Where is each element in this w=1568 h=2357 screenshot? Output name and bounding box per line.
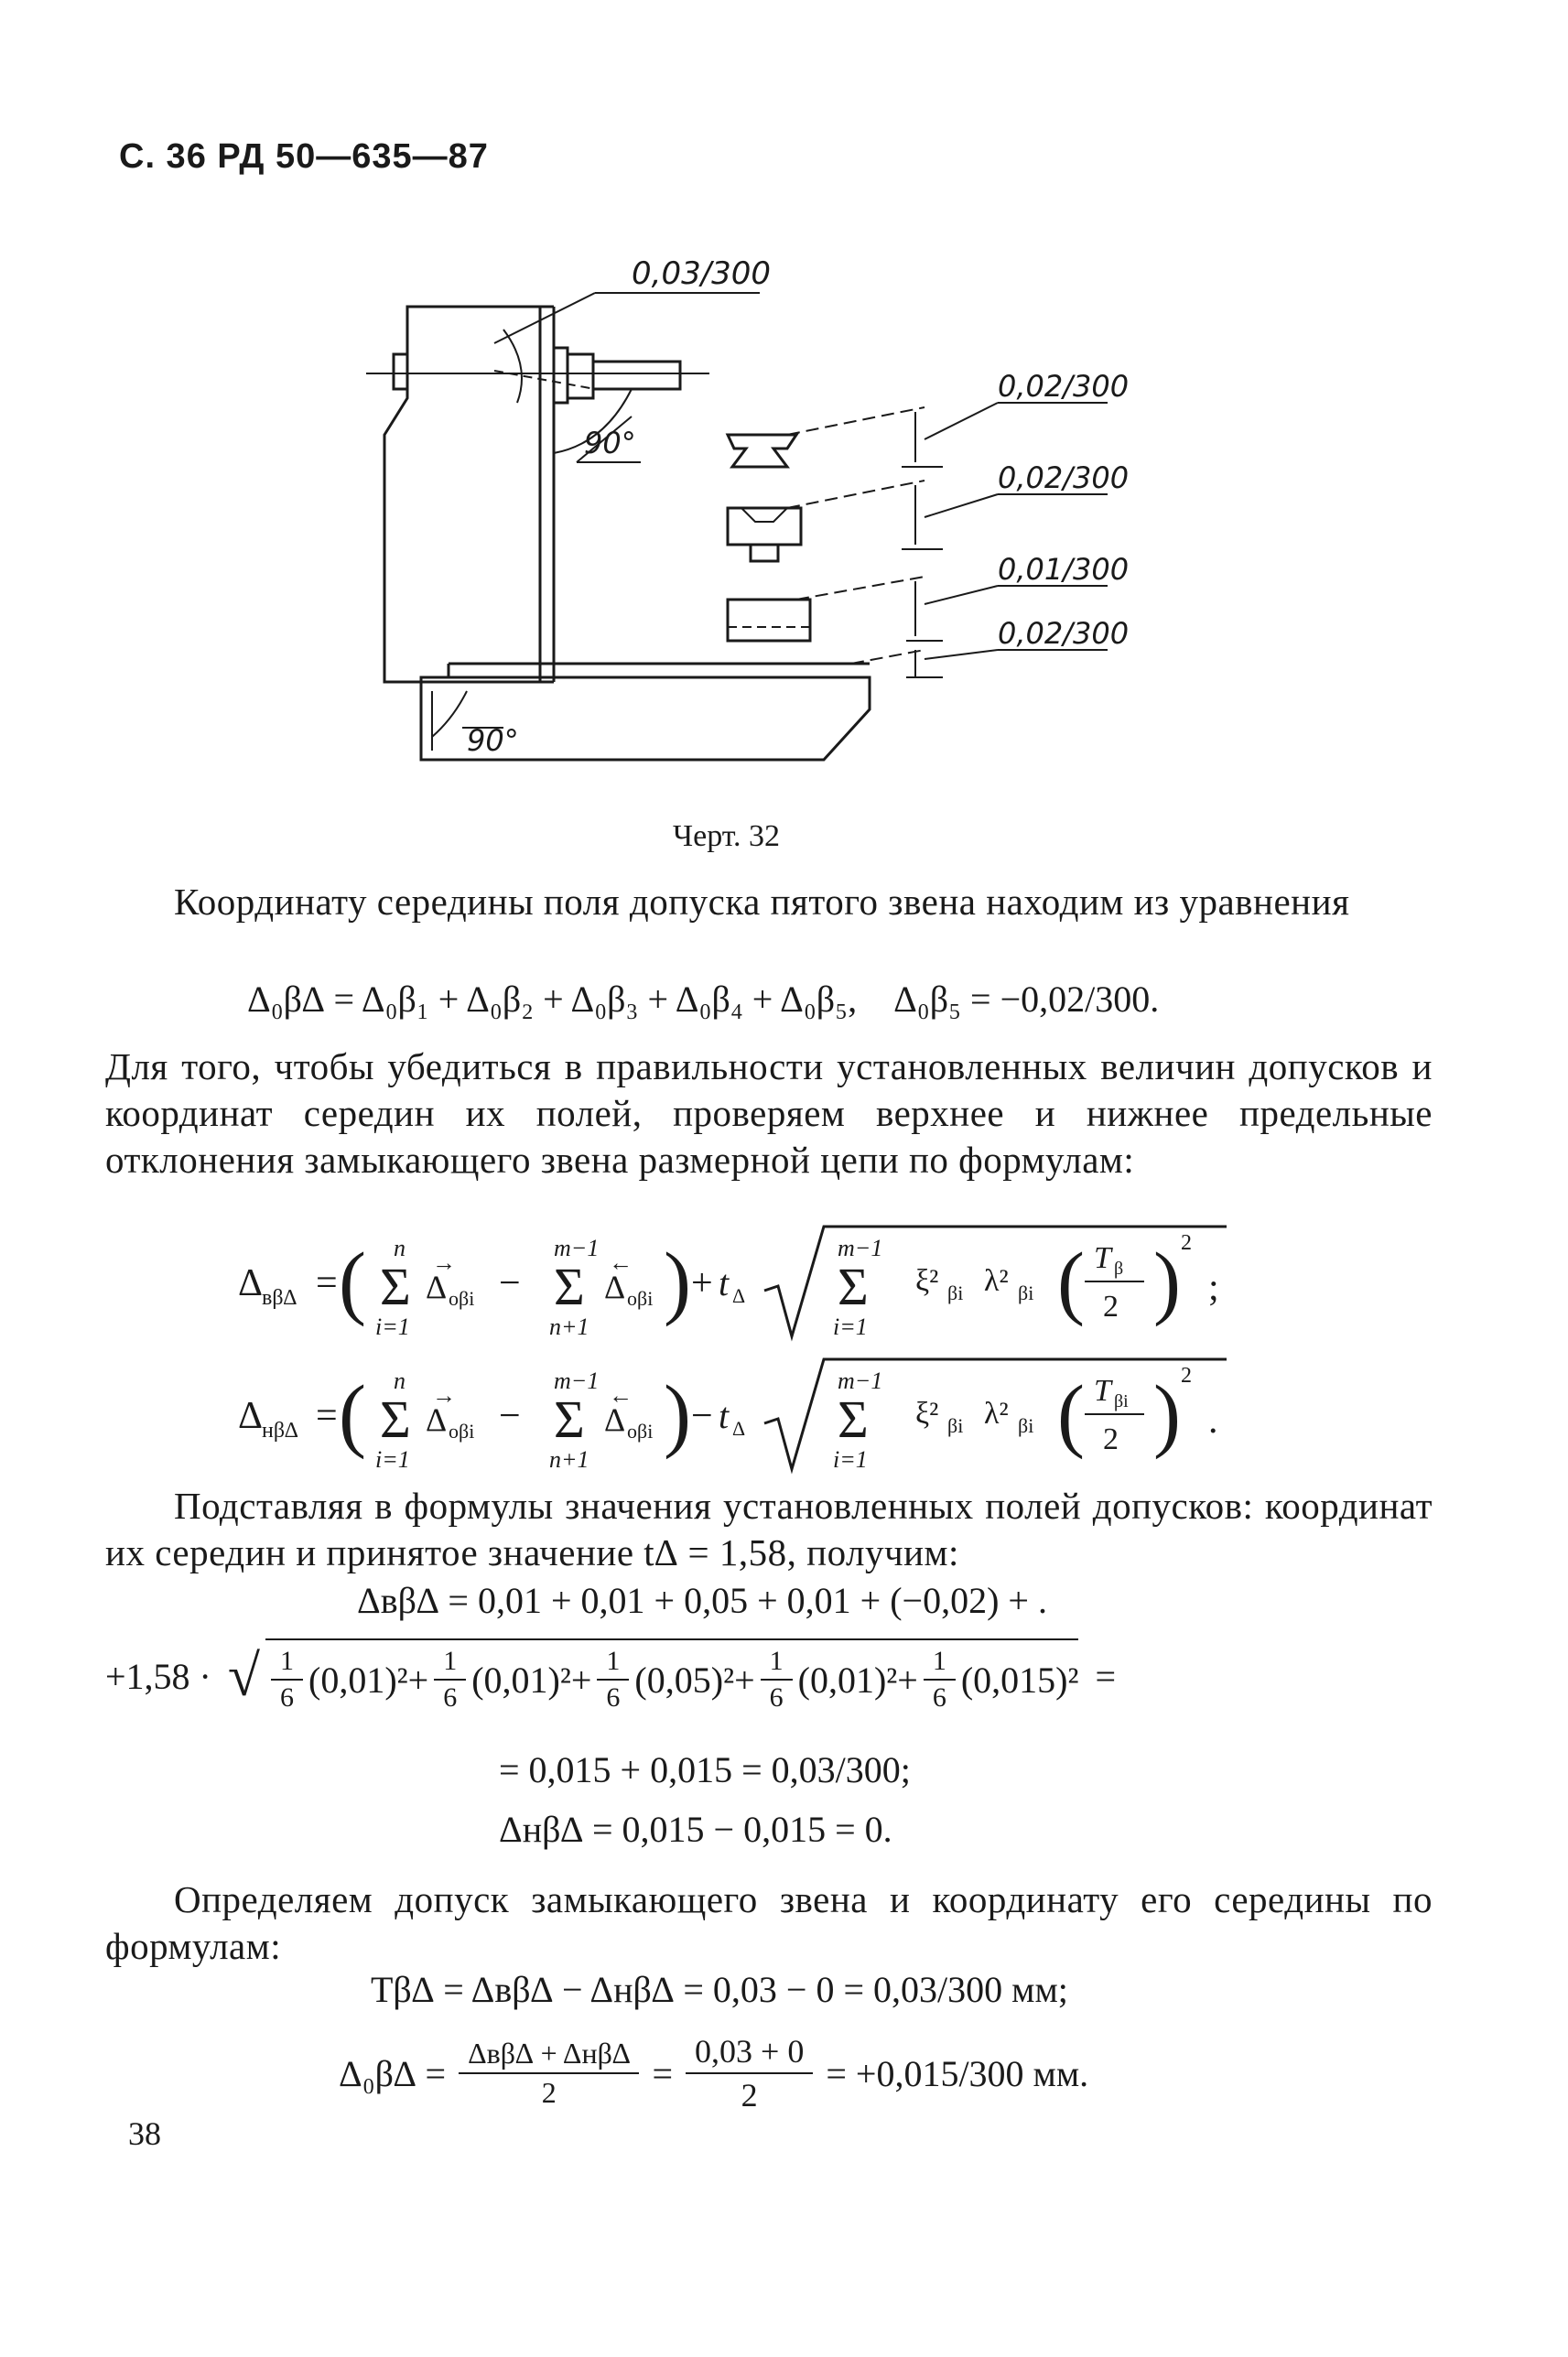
svg-text:oβi: oβi — [627, 1287, 654, 1310]
formula-lower-lhs: Δ — [238, 1395, 264, 1437]
calc-4: Δнβ∆ = 0,015 − 0,015 = 0. — [499, 1809, 892, 1850]
technical-drawing — [357, 243, 1144, 792]
formula-lower-end: . — [1208, 1400, 1218, 1442]
calc-2-term-5: (0,015)² — [960, 1659, 1079, 1701]
svg-text:t: t — [719, 1395, 730, 1436]
t-symbol: t — [719, 1262, 730, 1303]
svg-text:(: ( — [339, 1369, 366, 1460]
calc-6-den1: 2 — [541, 2076, 557, 2109]
svg-text:2: 2 — [1181, 1364, 1192, 1388]
tolerance-label-2: 0,02/300 — [998, 460, 1130, 495]
svg-text:βi: βi — [1018, 1281, 1034, 1304]
svg-text:=: = — [316, 1395, 338, 1437]
page-header: С. 36 РД 50—635—87 — [119, 137, 489, 176]
calc-2-term-2: (0,01)² — [471, 1659, 571, 1701]
svg-text:oβi: oβi — [627, 1420, 654, 1443]
svg-text:): ) — [1153, 1369, 1181, 1460]
sqrt-bottom: i=1 — [833, 1314, 868, 1340]
paragraph-3: Подставляя в формулы значения установленных полей допусков: координат их середин и принятое значение t∆ = 1,58, получим: — [105, 1485, 1433, 1573]
calc-6-den2: 2 — [741, 2077, 758, 2114]
svg-text:i=1: i=1 — [833, 1446, 868, 1473]
svg-text:m−1: m−1 — [554, 1368, 600, 1394]
svg-text:→: → — [432, 1382, 456, 1409]
formula-lower — [238, 1350, 1263, 1492]
svg-text:λ²: λ² — [984, 1397, 1009, 1431]
svg-text:→: → — [432, 1249, 456, 1276]
svg-text:←: ← — [609, 1382, 633, 1409]
tolerance-label-1: 0,02/300 — [998, 369, 1130, 404]
formula-upper-lhs: Δ — [238, 1262, 264, 1304]
page-number: 38 — [128, 2115, 161, 2152]
svg-text:Σ: Σ — [838, 1389, 869, 1449]
svg-text:−: − — [499, 1395, 521, 1437]
calc-2-term-4: (0,01)² — [797, 1659, 898, 1701]
frac-den: 2 — [1103, 1290, 1119, 1324]
t-sub: Δ — [732, 1284, 746, 1307]
svg-text:Δ: Δ — [426, 1401, 448, 1438]
calc-1: Δвβ∆ = 0,01 + 0,01 + 0,05 + 0,01 + (−0,02) + . — [357, 1580, 1047, 1621]
label-angle-upper: 90° — [584, 426, 636, 460]
paragraph-2: Для того, чтобы убедиться в правильности установленных величин допусков и координат середин их полей, проверяем верхнее и нижнее предельные отклонения замыкающего звена размерной цепи по формулам: — [105, 1045, 1433, 1181]
svg-text:βi: βi — [947, 1414, 964, 1437]
svg-text:i=1: i=1 — [375, 1446, 410, 1473]
calc-2-prefix: +1,58 · — [105, 1655, 211, 1697]
svg-text:βi: βi — [1114, 1391, 1129, 1411]
svg-text:(: ( — [339, 1237, 366, 1327]
svg-text:T: T — [1094, 1374, 1111, 1408]
paragraph-1: Координату середины поля допуска пятого звена находим из уравнения — [174, 881, 1350, 923]
svg-text:←: ← — [609, 1249, 633, 1276]
label-angle-lower: 90° — [467, 723, 519, 758]
svg-text:+: + — [691, 1262, 713, 1304]
svg-text:Δ: Δ — [604, 1401, 626, 1438]
tolerance-label-3: 0,01/300 — [998, 552, 1130, 587]
figure-caption: Черт. 32 — [673, 819, 781, 853]
calc-6-lhs: Δ₀β∆ = — [339, 2052, 447, 2094]
svg-text:2: 2 — [1181, 1231, 1192, 1255]
calc-6-result: = +0,015/300 мм. — [826, 2052, 1089, 2094]
calc-2-term-1: (0,01)² — [308, 1659, 408, 1701]
equation-1 — [247, 978, 1159, 1021]
formula-lower-lhs-sub: нβ∆ — [262, 1419, 298, 1443]
calc-6-num2: 0,03 + 0 — [686, 2032, 813, 2074]
sum2-top: m−1 — [554, 1235, 600, 1261]
frac-num: T — [1094, 1241, 1111, 1275]
formula-upper-lhs-sub: вβ∆ — [262, 1286, 297, 1310]
svg-text:βi: βi — [947, 1281, 964, 1304]
formula-upper-end: ; — [1208, 1267, 1219, 1309]
equation-1-value: Δ₀β₅ = −0,02/300. — [893, 978, 1160, 1020]
svg-text:Δ: Δ — [604, 1269, 626, 1305]
svg-text:Σ: Σ — [554, 1257, 585, 1316]
svg-text:): ) — [664, 1237, 691, 1327]
label-top: 0,03/300 — [632, 255, 772, 292]
svg-text:−: − — [499, 1262, 521, 1304]
sum2-bottom: n+1 — [549, 1314, 589, 1340]
calc-2-end: = — [1095, 1655, 1117, 1697]
calc-2: +1,58 · √ $\frac{1}{6}$ (0,01)² + $\frac{1}{6}$ (0,01)² + $\frac{1}{6}$ (0,05)² + $\frac{1}{6}$ (0,01)² + $\frac{1}{6}$ (0,015)² = — [105, 1638, 1116, 1714]
formula-upper — [238, 1217, 1263, 1359]
svg-text:n: n — [394, 1368, 406, 1394]
svg-text:): ) — [664, 1369, 691, 1460]
calc-6: Δ₀β∆ = $\frac{\text{Δвβ∆ + Δнβ∆}}{2}$ = $\frac{0,03 + 0}{2}$ = +0,015/300 мм. — [339, 2033, 1089, 2114]
sum1-bottom: i=1 — [375, 1314, 410, 1340]
svg-text:2: 2 — [1103, 1422, 1119, 1456]
svg-text:βi: βi — [1018, 1414, 1034, 1437]
frac-num-sub: β — [1114, 1259, 1124, 1279]
svg-text:(: ( — [1057, 1369, 1085, 1460]
calc-5: Tβ∆ = Δвβ∆ − Δнβ∆ = 0,03 − 0 = 0,03/300 мм; — [371, 1969, 1068, 2010]
svg-text:ξ²: ξ² — [915, 1397, 939, 1431]
svg-text:Σ: Σ — [380, 1257, 411, 1316]
svg-text:oβi: oβi — [449, 1287, 475, 1310]
svg-text:m−1: m−1 — [838, 1368, 883, 1394]
sum1-top: n — [394, 1235, 406, 1261]
calc-2-term-3: (0,05)² — [634, 1659, 735, 1701]
svg-text:=: = — [316, 1262, 338, 1304]
sqrt-top: m−1 — [838, 1235, 883, 1261]
svg-text:Δ: Δ — [732, 1417, 746, 1440]
svg-text:Σ: Σ — [838, 1257, 869, 1316]
svg-text:Δ: Δ — [426, 1269, 448, 1305]
svg-text:−: − — [691, 1395, 713, 1437]
calc-3: = 0,015 + 0,015 = 0,03/300; — [499, 1749, 911, 1790]
equation-1-main: Δ₀β∆ = Δ₀β₁ + Δ₀β₂ + Δ₀β₃ + Δ₀β₄ + Δ₀β₅, — [247, 978, 858, 1020]
svg-text:(: ( — [1057, 1237, 1085, 1327]
svg-text:Σ: Σ — [380, 1389, 411, 1449]
svg-text:λ²: λ² — [984, 1264, 1009, 1298]
paragraph-4: Определяем допуск замыкающего звена и координату его середины по формулам: — [105, 1878, 1433, 1967]
svg-text:oβi: oβi — [449, 1420, 475, 1443]
svg-text:n+1: n+1 — [549, 1446, 589, 1473]
svg-text:Σ: Σ — [554, 1389, 585, 1449]
calc-6-num1: Δвβ∆ + Δнβ∆ — [459, 2037, 639, 2074]
svg-text:): ) — [1153, 1237, 1181, 1327]
svg-text:ξ²: ξ² — [915, 1264, 939, 1298]
tolerance-label-4: 0,02/300 — [998, 616, 1130, 651]
